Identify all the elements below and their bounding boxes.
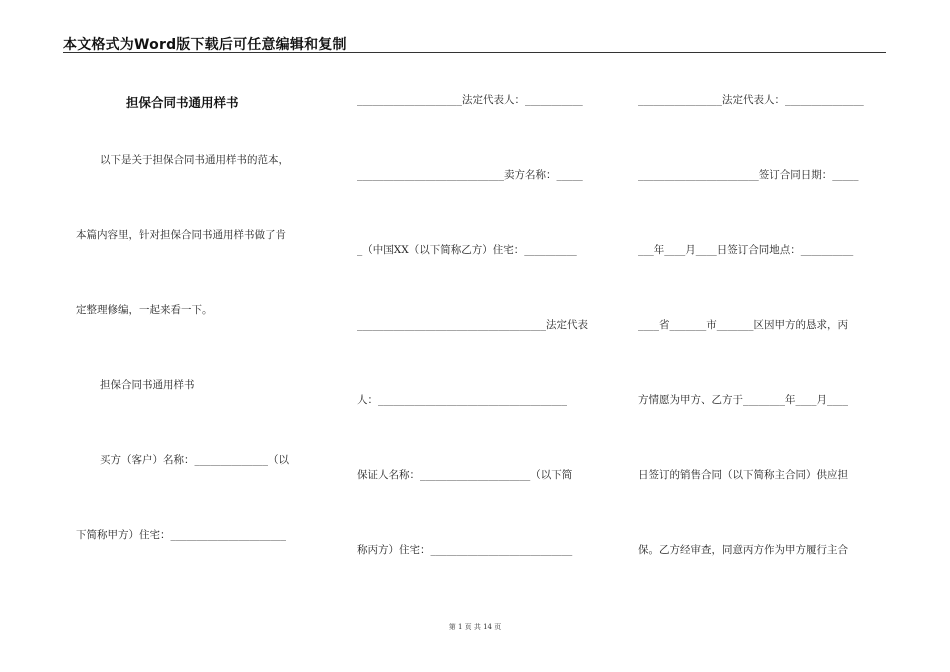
text-line: ____________________法定代表人：___________ (357, 94, 583, 106)
text-line: 人：____________________________________ (357, 394, 567, 406)
text-line: ____________________________卖方名称：_____ (357, 169, 583, 181)
text-line: 以下是关于担保合同书通用样书的范本， (100, 154, 289, 166)
text-line: 定整理修编，一起来看一下。 (76, 304, 213, 316)
text-line: ________________法定代表人：_______________ (638, 94, 864, 106)
document-title: 担保合同书通用样书 (126, 95, 239, 110)
text-line: ____________________________________法定代表 (357, 319, 588, 331)
text-line: 保证人名称：_____________________（以下简 (357, 469, 573, 481)
text-line: 本篇内容里，针对担保合同书通用样书做了肯 (76, 229, 286, 241)
text-line: 日签订的销售合同（以下简称主合同）供应担 (638, 469, 848, 481)
text-line: 担保合同书通用样书 (100, 379, 195, 391)
header-text: 本文格式为Word版下载后可任意编辑和复制 (63, 37, 347, 53)
text-line: 保。乙方经审查，同意丙方作为甲方履行主合 (638, 544, 848, 556)
text-line: 方情愿为甲方、乙方于________年____月____ (638, 394, 848, 406)
page-footer: 第 1 页 共 14 页 (448, 623, 502, 631)
page-header (63, 34, 886, 53)
text-line: ___年____月____日签订合同地点：__________ (638, 244, 854, 256)
text-line: 称丙方）住宅：___________________________ (357, 544, 573, 556)
text-line: ____省_______市_______区因甲方的恳求，丙 (638, 319, 848, 331)
text-line: 买方（客户）名称：______________（以 (100, 454, 289, 466)
text-line: _（中国XX（以下简称乙方）住宅：__________ (357, 244, 577, 256)
text-line: _______________________签订合同日期：_____ (638, 169, 859, 181)
text-line: 下简称甲方）住宅：______________________ (76, 529, 286, 541)
